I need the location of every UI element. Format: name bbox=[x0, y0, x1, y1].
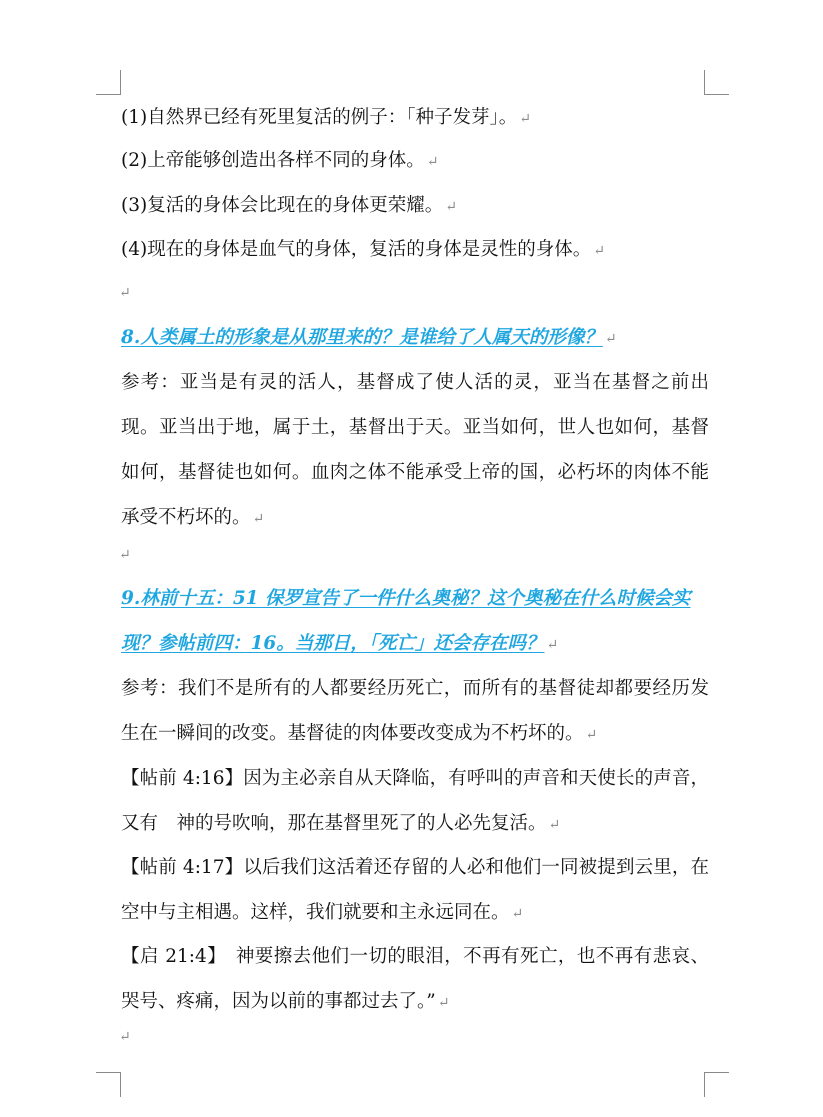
answer-8-text: 参考：亚当是有灵的活人，基督成了使人活的灵，亚当在基督之前出现。亚当出于地，属于土，基督出于天。亚当如何，世人也如何，基督如何，基督徒也如何。血肉之体不能承受上帝的国，必朽坏的肉体不能承受不朽坏的。 bbox=[121, 372, 709, 528]
verse-text: 【启 21:4】 神要擦去他们一切的眼泪，不再有死亡，也不再有悲哀、哭号、疼痛，因为以前的事都过去了。” bbox=[121, 946, 709, 1012]
empty-paragraph-mark-icon: ↵ bbox=[119, 1029, 131, 1045]
list-item-text: (3)复活的身体会比现在的身体更荣耀。 bbox=[121, 195, 444, 216]
answer-8 bbox=[121, 360, 709, 542]
list-item bbox=[121, 235, 605, 265]
list-item-text: (1)自然界已经有死里复活的例子：「种子发芽」。 bbox=[121, 107, 518, 128]
verse-thess-4-17 bbox=[121, 845, 709, 937]
question-8-text: 8.人类属土的形象是从那里来的？是谁给了人属天的形像？ bbox=[121, 327, 603, 348]
paragraph-mark-icon: ↵ bbox=[511, 906, 524, 922]
verse-rev-21-4 bbox=[121, 934, 709, 1026]
answer-9 bbox=[121, 666, 709, 758]
empty-paragraph-mark-icon: ↵ bbox=[119, 547, 131, 563]
paragraph-mark-icon: ↵ bbox=[548, 817, 561, 833]
crop-mark-top-left bbox=[96, 70, 121, 95]
verse-text: 【帖前 4:17】以后我们这活着还存留的人必和他们一同被提到云里，在空中与主相遇。这样，我们就要和主永远同在。 bbox=[121, 857, 709, 923]
verse-text: 【帖前 4:16】因为主必亲自从天降临，有呼叫的声音和天使长的声音，又有 神的号吹响，那在基督里死了的人必先复活。 bbox=[121, 768, 709, 834]
question-9-text: 9.林前十五：51 保罗宣告了一件什么奥秘？这个奥秘在什么时候会实现？参帖前四：16。当那日，「死亡」还会存在吗？ bbox=[121, 588, 691, 654]
paragraph-mark-icon: ↵ bbox=[604, 331, 617, 347]
crop-mark-bottom-right bbox=[704, 1072, 729, 1097]
list-item-text: (4)现在的身体是血气的身体，复活的身体是灵性的身体。 bbox=[121, 239, 592, 260]
question-9 bbox=[121, 576, 711, 668]
list-item bbox=[121, 103, 531, 133]
answer-9-text: 参考：我们不是所有的人都要经历死亡，而所有的基督徒却都要经历发生在一瞬间的改变。基督徒的肉体要改变成为不朽坏的。 bbox=[121, 678, 709, 744]
question-8 bbox=[121, 315, 711, 362]
list-item-text: (2)上帝能够创造出各样不同的身体。 bbox=[121, 150, 425, 171]
paragraph-mark-icon: ↵ bbox=[426, 154, 439, 170]
list-item bbox=[121, 191, 457, 221]
paragraph-mark-icon: ↵ bbox=[593, 243, 605, 259]
paragraph-mark-icon: ↵ bbox=[445, 199, 457, 215]
crop-mark-bottom-left bbox=[96, 1072, 121, 1097]
paragraph-mark-icon: ↵ bbox=[546, 637, 559, 653]
list-item bbox=[121, 146, 438, 176]
paragraph-mark-icon: ↵ bbox=[585, 727, 598, 743]
paragraph-mark-icon: ↵ bbox=[519, 111, 531, 127]
crop-mark-top-right bbox=[704, 70, 729, 95]
paragraph-mark-icon: ↵ bbox=[437, 995, 450, 1011]
empty-paragraph-mark-icon: ↵ bbox=[119, 285, 131, 301]
paragraph-mark-icon: ↵ bbox=[252, 511, 265, 527]
verse-thess-4-16 bbox=[121, 756, 709, 848]
